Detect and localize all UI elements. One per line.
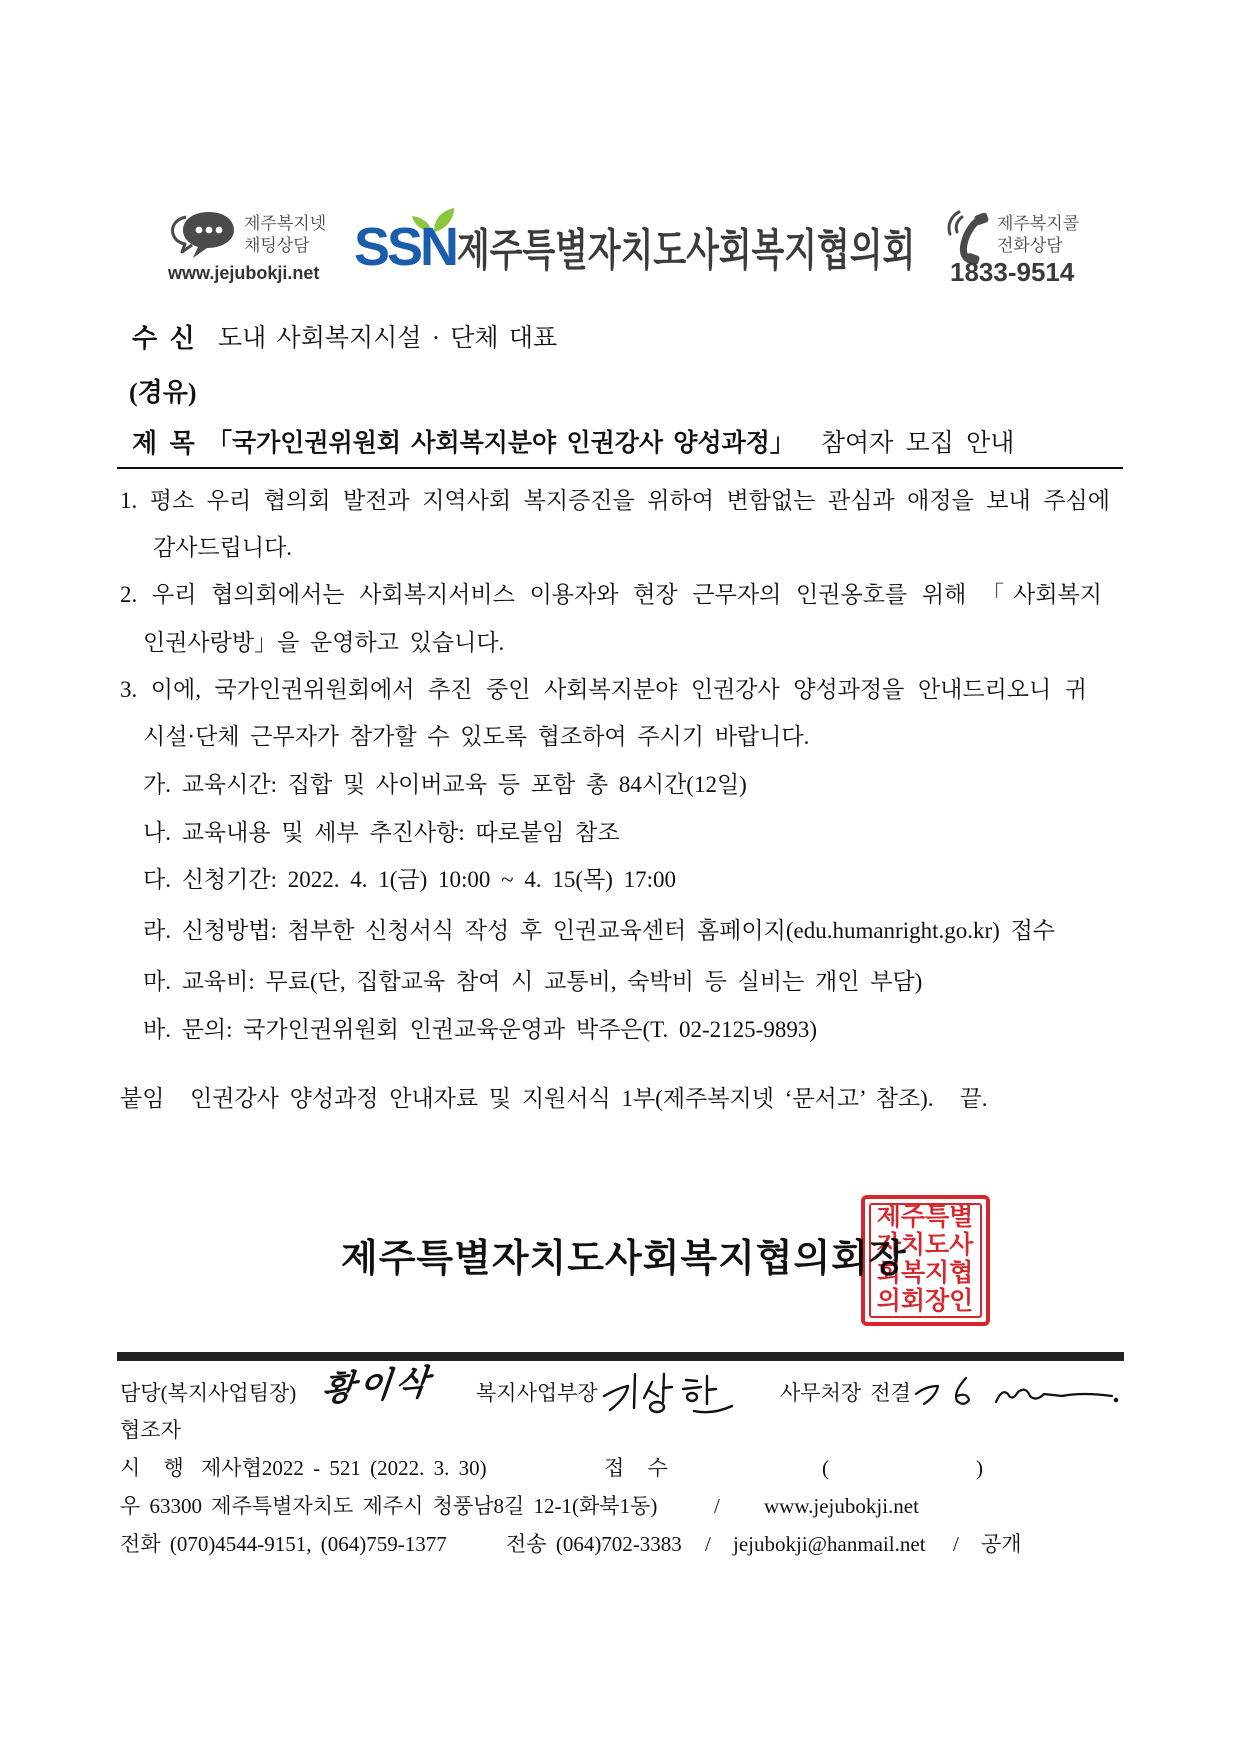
subject-title: 「국가인권위원회 사회복지분야 인권강사 양성과정」 xyxy=(207,430,795,457)
recipient-value: 도내 사회복지시설 · 단체 대표 xyxy=(218,325,558,352)
recipient-label: 수 신 xyxy=(132,324,195,353)
item-ra: 라. 신청방법: 첨부한 신청서식 작성 후 인권교육센터 홈페이지(edu.humanright.go.kr) 접수 xyxy=(143,918,1056,943)
manager-role: 복지사업부장 xyxy=(476,1381,598,1405)
chat-bubbles-icon xyxy=(170,208,236,262)
call-title: 제주복지콜 xyxy=(997,214,1080,233)
subject-label: 제 목 xyxy=(132,429,195,458)
attachment-row xyxy=(190,1084,988,1114)
manager-signature xyxy=(600,1366,740,1416)
item-da: 다. 신청기간: 2022. 4. 1(금) 10:00 ~ 4. 15(목) 17:00 xyxy=(143,867,677,892)
receipt-close-paren: ) xyxy=(976,1456,983,1480)
footer-separator-2: / xyxy=(953,1532,959,1556)
call-number: 1833-9514 xyxy=(950,257,1075,287)
phone-icon xyxy=(944,210,992,264)
subject-underline xyxy=(117,467,1123,469)
sender-title: 제주특별자치도사회복지협의회장 xyxy=(341,1238,907,1280)
homepage-url: www.jejubokji.net xyxy=(764,1494,919,1518)
email-address: jejubokji@hanmail.net xyxy=(733,1532,926,1556)
director-signature xyxy=(912,1374,1122,1408)
attachment-label: 붙임 xyxy=(120,1086,165,1111)
paragraph-3-line-2: 시설·단체 근무자가 참가할 수 있도록 협조하여 주시기 바랍니다. xyxy=(143,724,810,749)
attachment-text: 인권강사 양성과정 안내자료 및 지원서식 1부(제주복지넷 ‘문서고’ 참조). xyxy=(190,1086,934,1111)
subject-text xyxy=(207,427,1014,461)
official-seal xyxy=(861,1195,990,1326)
receipt-label: 접 수 xyxy=(604,1456,668,1480)
item-ga: 가. 교육시간: 집합 및 사이버교육 등 포함 총 84시간(12일) xyxy=(143,772,747,797)
org-name: 제주특별자치도사회복지협의회 xyxy=(457,226,916,275)
paragraph-3-line-1: 3. 이에, 국가인권위원회에서 추진 중인 사회복지분야 인권강사 양성과정을 안내드리오니 귀 xyxy=(120,677,1087,702)
call-subtitle: 전화상담 xyxy=(997,236,1063,255)
document-end-mark: 끝. xyxy=(959,1086,988,1111)
subject-rest: 참여자 모집 안내 xyxy=(820,430,1015,457)
chat-title: 제주복지넷 xyxy=(244,214,327,233)
enforce-label: 시 행 xyxy=(120,1456,184,1480)
via-label: (경유) xyxy=(129,378,197,407)
receipt-open-paren: ( xyxy=(822,1456,829,1480)
ssn-logo-text: SSN xyxy=(354,217,457,277)
item-ba: 바. 문의: 국가인권위원회 인권교육운영과 박주은(T. 02-2125-9893) xyxy=(143,1017,817,1042)
paragraph-1-line-1: 1. 평소 우리 협의회 발전과 지역사회 복지증진을 위하여 변함없는 관심과 애정을 보내 주심에 xyxy=(120,488,1110,513)
address-separator: / xyxy=(714,1494,720,1518)
footer-thick-rule xyxy=(117,1352,1124,1361)
drafter-role: 담당(복지사업팀장) xyxy=(120,1381,297,1405)
cooperator-label: 협조자 xyxy=(120,1418,181,1442)
disclosure-status: 공개 xyxy=(981,1532,1022,1556)
drafter-signature: 황이삭 xyxy=(319,1362,435,1411)
phone-numbers: 전화 (070)4544-9151, (064)759-1377 xyxy=(120,1532,447,1556)
website-text: www.jejubokji.net xyxy=(168,263,320,283)
footer-separator-1: / xyxy=(705,1532,711,1556)
item-na: 나. 교육내용 및 세부 추진사항: 따로붙임 참조 xyxy=(143,820,620,845)
paragraph-2-line-1: 2. 우리 협의회에서는 사회복지서비스 이용자와 현장 근무자의 인권옹호를 위해 「사회복지 xyxy=(120,582,1102,607)
seal-lettering: 제주특별자치도사회복지협의회장인 xyxy=(876,1202,974,1315)
enforce-value: 제사협2022 - 521 (2022. 3. 30) xyxy=(201,1456,487,1480)
paragraph-2-line-2: 인권사랑방」을 운영하고 있습니다. xyxy=(143,630,505,655)
item-ma: 마. 교육비: 무료(단, 집합교육 참여 시 교통비, 숙박비 등 실비는 개인 부담) xyxy=(143,969,923,994)
address: 우 63300 제주특별자치도 제주시 청풍남8길 12-1(화북1동) xyxy=(120,1494,658,1518)
chat-subtitle: 채팅상담 xyxy=(244,236,310,255)
letterhead xyxy=(0,0,1240,290)
fax-number: 전송 (064)702-3383 xyxy=(506,1532,682,1556)
paragraph-1-line-2: 감사드립니다. xyxy=(153,535,293,560)
director-role: 사무처장 전결 xyxy=(780,1381,911,1405)
